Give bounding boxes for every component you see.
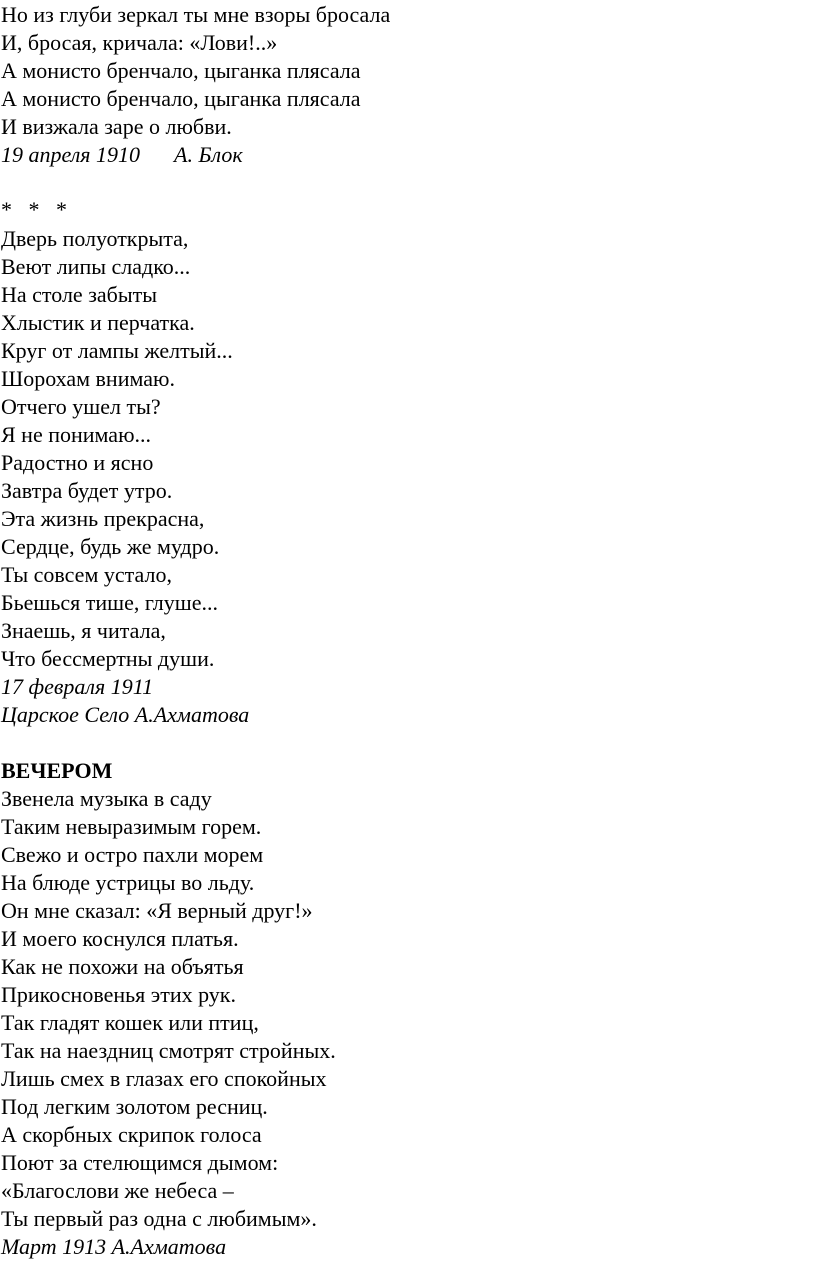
poem3-line: Под легким золотом ресниц. bbox=[1, 1094, 268, 1119]
poem2-date: 17 февраля 1911 bbox=[1, 674, 154, 699]
poem2-line: Бьешься тише, глуше... bbox=[1, 590, 218, 615]
poem2-line: Эта жизнь прекрасна, bbox=[1, 506, 205, 531]
poem2-line: Знаешь, я читала, bbox=[1, 618, 166, 643]
poem1-line: И визжала заре о любви. bbox=[1, 114, 232, 139]
poem2-line: На столе забыты bbox=[1, 282, 158, 307]
poem3-line: Он мне сказал: «Я верный друг!» bbox=[1, 898, 313, 923]
poem2-line: Радостно и ясно bbox=[1, 450, 154, 475]
poem2-signature: Царское Село А.Ахматова bbox=[1, 702, 250, 727]
poem3-line: А скорбных скрипок голоса bbox=[1, 1122, 262, 1147]
poem1-dateline bbox=[1, 141, 243, 169]
poem3-line: Так гладят кошек или птиц, bbox=[1, 1010, 259, 1035]
poem1-date: 19 апреля 1910 bbox=[1, 142, 141, 167]
poem3-line: На блюде устрицы во льду. bbox=[1, 870, 255, 895]
poem3-line: Поют за стелющимся дымом: bbox=[1, 1150, 279, 1175]
poem1-line: И, бросая, кричала: «Лови!..» bbox=[1, 30, 278, 55]
poem1-line: А монисто бренчало, цыганка плясала bbox=[1, 86, 361, 111]
poem2-line: Что бессмертны души. bbox=[1, 646, 215, 671]
poem2-line: Шорохам внимаю. bbox=[1, 366, 175, 391]
poem3-line: Таким невыразимым горем. bbox=[1, 814, 262, 839]
poem3-line: Свежо и остро пахли морем bbox=[1, 842, 264, 867]
poem2-line: Хлыстик и перчатка. bbox=[1, 310, 195, 335]
poem3-signature: Март 1913 А.Ахматова bbox=[1, 1234, 227, 1259]
poem1-line: Но из глуби зеркал ты мне взоры бросала bbox=[1, 2, 391, 27]
poem3-line: Как не похожи на объятья bbox=[1, 954, 244, 979]
poem3-line: И моего коснулся платья. bbox=[1, 926, 239, 951]
poem3-title: ВЕЧЕРОМ bbox=[1, 758, 113, 783]
poem3-line: «Благослови же небеса – bbox=[1, 1178, 234, 1203]
poem1-line: А монисто бренчало, цыганка плясала bbox=[1, 58, 361, 83]
poem3-line: Звенела музыка в саду bbox=[1, 786, 212, 811]
poem2-asterism: * * * bbox=[1, 197, 67, 222]
poem1-author: А. Блок bbox=[174, 142, 243, 167]
poem2-line: Ты совсем устало, bbox=[1, 562, 172, 587]
poem2-line: Дверь полуоткрыта, bbox=[1, 226, 189, 251]
poem2-line: Веют липы сладко... bbox=[1, 254, 191, 279]
poem3-line: Ты первый раз одна с любимым». bbox=[1, 1206, 317, 1231]
poem3-line: Так на наездниц смотрят стройных. bbox=[1, 1038, 336, 1063]
poem2-line: Завтра будет утро. bbox=[1, 478, 173, 503]
poem2-line: Отчего ушел ты? bbox=[1, 394, 161, 419]
poem2-line: Круг от лампы желтый... bbox=[1, 338, 233, 363]
poem3-line: Прикосновенья этих рук. bbox=[1, 982, 236, 1007]
poem2-line: Я не понимаю... bbox=[1, 422, 152, 447]
poem2-line: Сердце, будь же мудро. bbox=[1, 534, 220, 559]
poem3-line: Лишь смех в глазах его спокойных bbox=[1, 1066, 327, 1091]
